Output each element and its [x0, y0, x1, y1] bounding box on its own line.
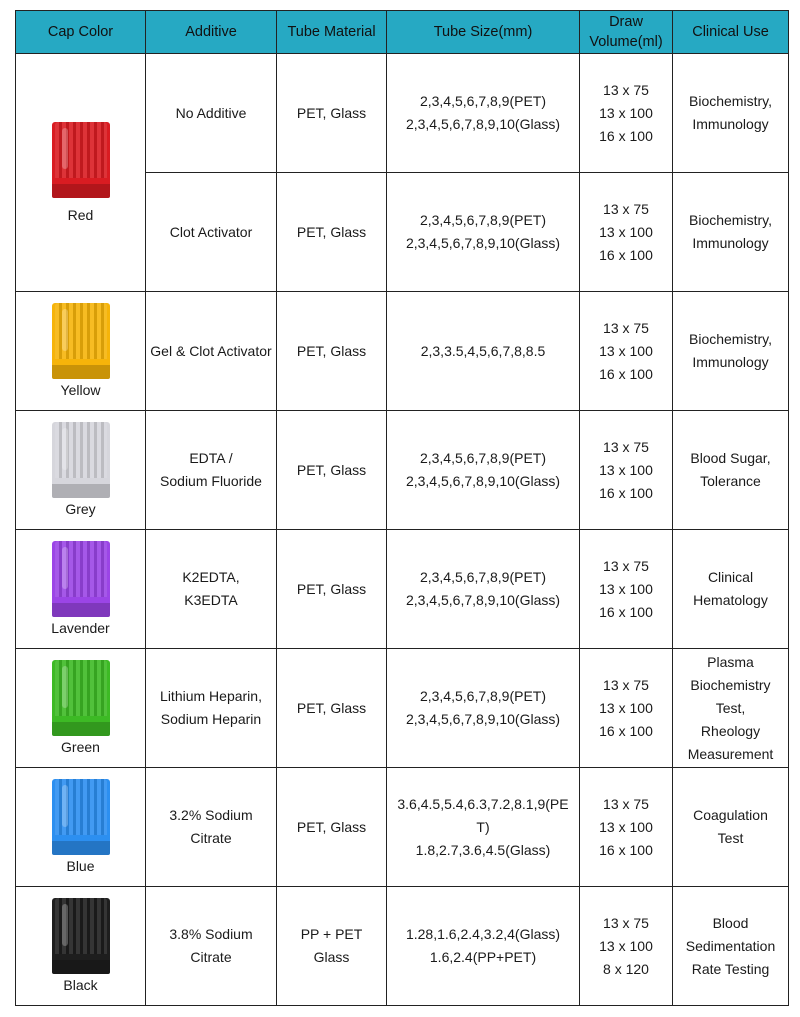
- material-cell: PET, Glass: [277, 768, 387, 887]
- cap-label: Lavender: [51, 620, 110, 636]
- use-cell: Blood Sugar, Tolerance: [673, 411, 789, 530]
- table-row: [16, 411, 789, 530]
- table-row: [16, 768, 789, 887]
- additive-cell: No Additive: [146, 54, 277, 173]
- cap-cell-green: [16, 649, 146, 768]
- size-cell: 2,3,4,5,6,7,8,9(PET) 2,3,4,5,6,7,8,9,10(Glass): [387, 173, 580, 292]
- material-cell: PET, Glass: [277, 54, 387, 173]
- use-cell: Biochemistry, Immunology: [673, 54, 789, 173]
- use-cell: Coagulation Test: [673, 768, 789, 887]
- additive-cell: Lithium Heparin, Sodium Heparin: [146, 649, 277, 768]
- additive-cell: Gel & Clot Activator: [146, 292, 277, 411]
- use-cell: Blood Sedimentation Rate Testing: [673, 887, 789, 1006]
- material-cell: PET, Glass: [277, 173, 387, 292]
- table-row: [16, 54, 789, 173]
- cap-cell-lavender: [16, 530, 146, 649]
- red-cap-icon: [52, 122, 110, 198]
- use-cell: Biochemistry, Immunology: [673, 292, 789, 411]
- volume-cell: 13 x 75 13 x 100 16 x 100: [580, 292, 673, 411]
- use-cell: Plasma Biochemistry Test, Rheology Measurement: [673, 649, 789, 768]
- volume-cell: 13 x 75 13 x 100 16 x 100: [580, 649, 673, 768]
- grey-cap-icon: [52, 422, 110, 498]
- cap-cell-red: [16, 54, 146, 292]
- use-cell: Clinical Hematology: [673, 530, 789, 649]
- cap-label: Grey: [65, 501, 96, 517]
- size-cell: 2,3,4,5,6,7,8,9(PET) 2,3,4,5,6,7,8,9,10(Glass): [387, 54, 580, 173]
- use-cell: Biochemistry, Immunology: [673, 173, 789, 292]
- yellow-cap-icon: [52, 303, 110, 379]
- additive-cell: EDTA / Sodium Fluoride: [146, 411, 277, 530]
- header-cap-color: Cap Color: [16, 11, 146, 54]
- table-row: [16, 649, 789, 768]
- lavender-cap-icon: [52, 541, 110, 617]
- additive-cell: 3.8% Sodium Citrate: [146, 887, 277, 1006]
- volume-cell: 13 x 75 13 x 100 16 x 100: [580, 530, 673, 649]
- volume-cell: 13 x 75 13 x 100 16 x 100: [580, 768, 673, 887]
- size-cell: 2,3,4,5,6,7,8,9(PET) 2,3,4,5,6,7,8,9,10(Glass): [387, 530, 580, 649]
- header-clinical-use: Clinical Use: [673, 11, 789, 54]
- header-additive: Additive: [146, 11, 277, 54]
- header-tube-material: Tube Material: [277, 11, 387, 54]
- material-cell: PET, Glass: [277, 292, 387, 411]
- cap-label: Black: [63, 977, 98, 993]
- cap-label: Yellow: [60, 382, 101, 398]
- material-cell: PET, Glass: [277, 649, 387, 768]
- cap-cell-black: [16, 887, 146, 1006]
- cap-label: Blue: [66, 858, 95, 874]
- additive-cell: Clot Activator: [146, 173, 277, 292]
- cap-cell-blue: [16, 768, 146, 887]
- material-cell: PP + PET Glass: [277, 887, 387, 1006]
- table-row: [16, 887, 789, 1006]
- black-cap-icon: [52, 898, 110, 974]
- cap-cell-yellow: [16, 292, 146, 411]
- size-cell: 2,3,4,5,6,7,8,9(PET) 2,3,4,5,6,7,8,9,10(Glass): [387, 649, 580, 768]
- cap-label: Green: [61, 739, 100, 755]
- size-cell: 2,3,3.5,4,5,6,7,8,8.5: [387, 292, 580, 411]
- header-row: [16, 11, 789, 54]
- size-cell: 2,3,4,5,6,7,8,9(PET) 2,3,4,5,6,7,8,9,10(Glass): [387, 411, 580, 530]
- cap-cell-grey: [16, 411, 146, 530]
- blue-cap-icon: [52, 779, 110, 855]
- additive-cell: K2EDTA, K3EDTA: [146, 530, 277, 649]
- additive-cell: 3.2% Sodium Citrate: [146, 768, 277, 887]
- material-cell: PET, Glass: [277, 411, 387, 530]
- table-row: [16, 292, 789, 411]
- header-tube-size: Tube Size(mm): [387, 11, 580, 54]
- blood-collection-tube-table: [15, 10, 789, 1006]
- cap-label: Red: [67, 206, 94, 223]
- table-row: [16, 530, 789, 649]
- size-cell: 3.6,4.5,5.4,6.3,7.2,8.1,9(PE T) 1.8,2.7,3.6,4.5(Glass): [387, 768, 580, 887]
- volume-cell: 13 x 75 13 x 100 16 x 100: [580, 54, 673, 173]
- green-cap-icon: [52, 660, 110, 736]
- volume-cell: 13 x 75 13 x 100 16 x 100: [580, 411, 673, 530]
- size-cell: 1.28,1.6,2.4,3.2,4(Glass) 1.6,2.4(PP+PET): [387, 887, 580, 1006]
- material-cell: PET, Glass: [277, 530, 387, 649]
- header-draw-volume: Draw Volume(ml): [580, 11, 673, 54]
- volume-cell: 13 x 75 13 x 100 16 x 100: [580, 173, 673, 292]
- volume-cell: 13 x 75 13 x 100 8 x 120: [580, 887, 673, 1006]
